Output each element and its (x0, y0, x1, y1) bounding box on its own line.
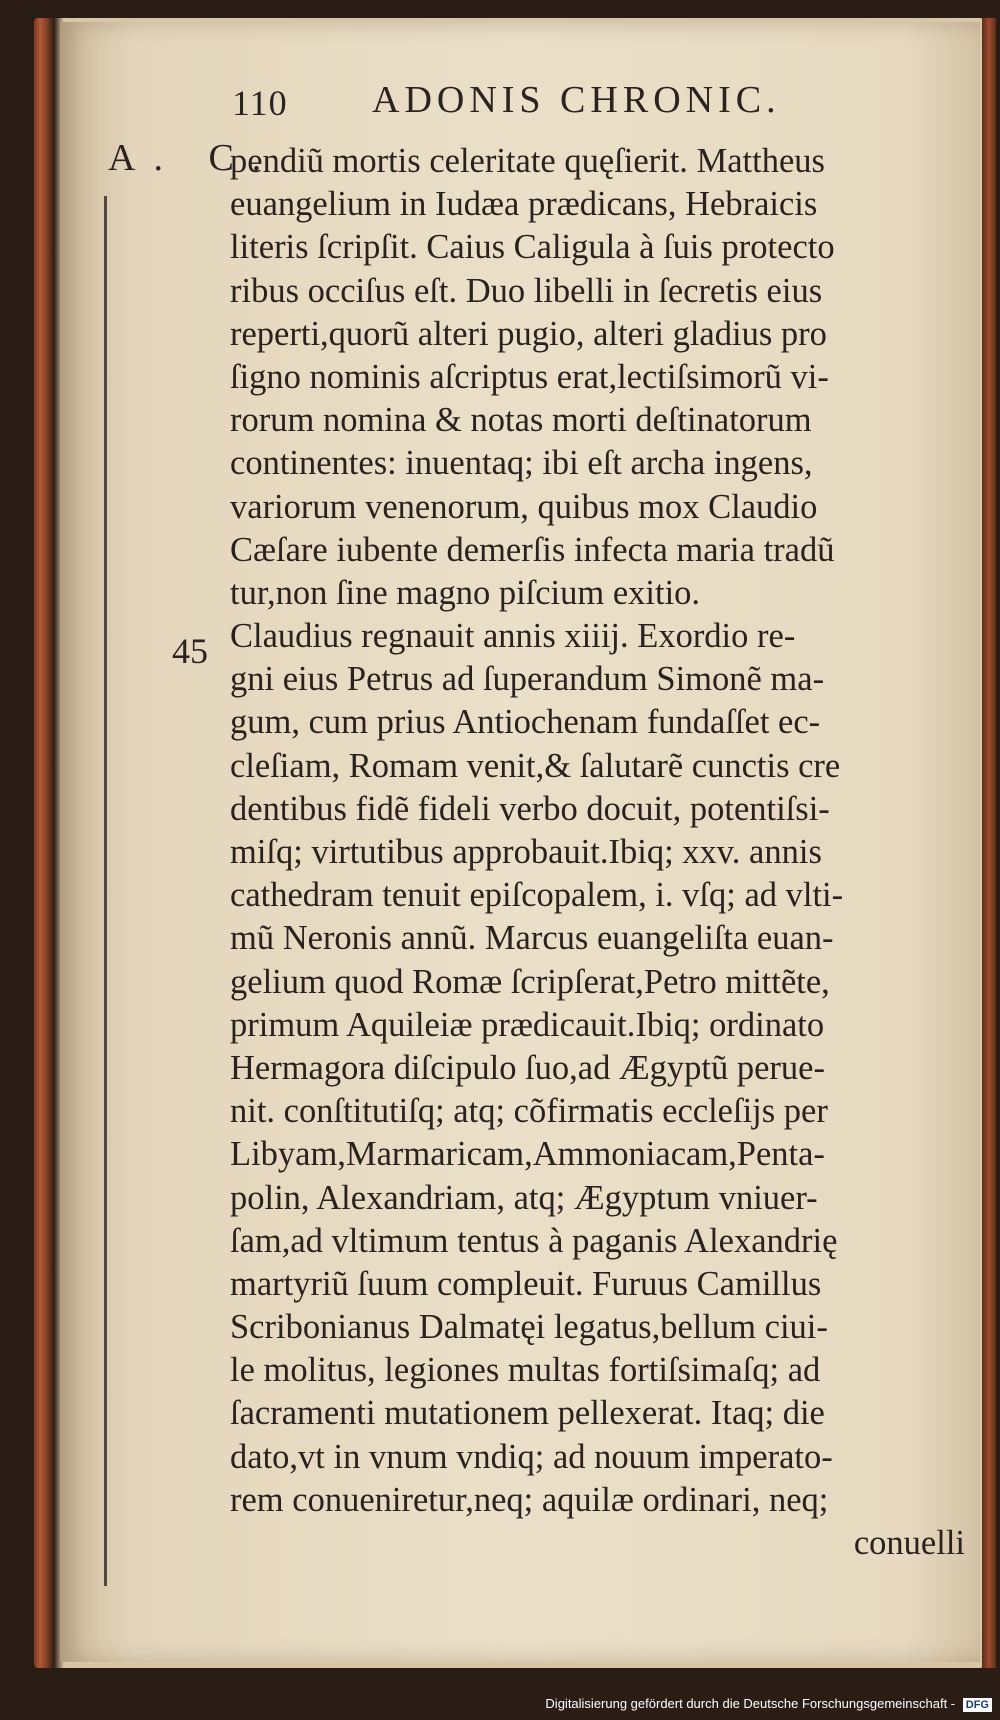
text-line: continentes: inuentaq; ibi eſt archa ingens, (230, 444, 813, 483)
text-line: nit. conſtitutiſq; atq; cõfirmatis eccleſijs per (230, 1092, 828, 1131)
text-line: ribus occiſus eſt. Duo libelli in ſecretis eius (230, 271, 823, 310)
text-line: dato,vt in vnum vndiq; ad nouum imperato- (230, 1437, 833, 1476)
text-line: Hermagora diſcipulo ſuo,ad Ægyptũ perue- (230, 1048, 825, 1087)
body-text (230, 140, 965, 1565)
text-line: reperti,quorũ alteri pugio, alteri gladius pro (230, 314, 827, 353)
text-line: le molitus, legiones multas fortiſsimaſq; ad (230, 1351, 821, 1390)
text-line: pendiũ mortis celeritate quęſierit. Mattheus (230, 142, 825, 180)
text-line: gelium quod Romæ ſcripſerat,Petro mittẽte, (230, 962, 830, 1001)
text-line: Claudius regnauit annis xiiij. Exordio re- (230, 617, 796, 656)
text-line: martyriũ ſuum compleuit. Furuus Camillus (230, 1264, 822, 1303)
text-line: Cæſare iubente demerſis infecta maria tradũ (230, 530, 835, 569)
text-line: euangelium in Iudæa prædicans, Hebraicis (230, 185, 818, 224)
text-line: ſacramenti mutationem pellexerat. Itaq; die (230, 1394, 825, 1433)
text-line: cleſiam, Romam venit,& ſalutarẽ cunctis cre (230, 746, 841, 785)
credit-text: Digitalisierung gefördert durch die Deutsche Forschungsgemeinschaft - (545, 1696, 956, 1711)
text-line: mũ Neronis annũ. Marcus euangeliſta euan- (230, 919, 834, 958)
page-fore-edge (982, 18, 996, 1668)
text-line: dentibus fidẽ fideli verbo docuit, potentiſsi- (230, 789, 830, 828)
dfg-logo: DFG (963, 1698, 992, 1712)
text-line: cathedram tenuit epiſcopalem, i. vſq; ad vlti- (230, 876, 844, 915)
text-line: ſigno nominis aſcriptus erat,lectiſsimorũ vi- (230, 357, 829, 396)
text-line: gni eius Petrus ad ſuperandum Simonẽ ma- (230, 660, 825, 699)
page-number: 110 (232, 83, 288, 123)
text-line: gum, cum prius Antiochenam fundaſſet ec- (230, 703, 821, 742)
text-line: ſam,ad vltimum tentus à paganis Alexandrię (230, 1221, 838, 1260)
page-header (232, 78, 892, 126)
text-line: rem conueniretur,neq; aquilæ ordinari, neq; (230, 1480, 829, 1519)
margin-rule (104, 196, 107, 1586)
digitization-credit (0, 1696, 1000, 1720)
text-line: variorum venenorum, quibus mox Claudio (230, 487, 818, 526)
text-line: Scribonianus Dalmatęi legatus,bellum ciui- (230, 1308, 828, 1347)
margin-year-marker: 45 (172, 631, 208, 671)
text-line: polin, Alexandriam, atq; Ægyptum vniuer- (230, 1178, 818, 1217)
text-line: primum Aquileiæ prædicauit.Ibiq; ordinato (230, 1005, 825, 1044)
catchword: conuelli (853, 1524, 965, 1562)
text-line: tur,non ſine magno piſcium exitio. (230, 573, 701, 612)
text-line: literis ſcripſit. Caius Caligula à ſuis protecto (230, 228, 835, 267)
text-line: Libyam,Marmaricam,Ammoniacam,Penta- (230, 1135, 825, 1174)
text-line: miſq; virtutibus approbauit.Ibiq; xxv. annis (230, 833, 822, 871)
text-line: rorum nomina & notas morti deſtinatorum (230, 401, 812, 440)
running-title: ADONIS CHRONIC. (372, 79, 781, 121)
margin-anno-christi-label: A. C. (108, 137, 280, 179)
